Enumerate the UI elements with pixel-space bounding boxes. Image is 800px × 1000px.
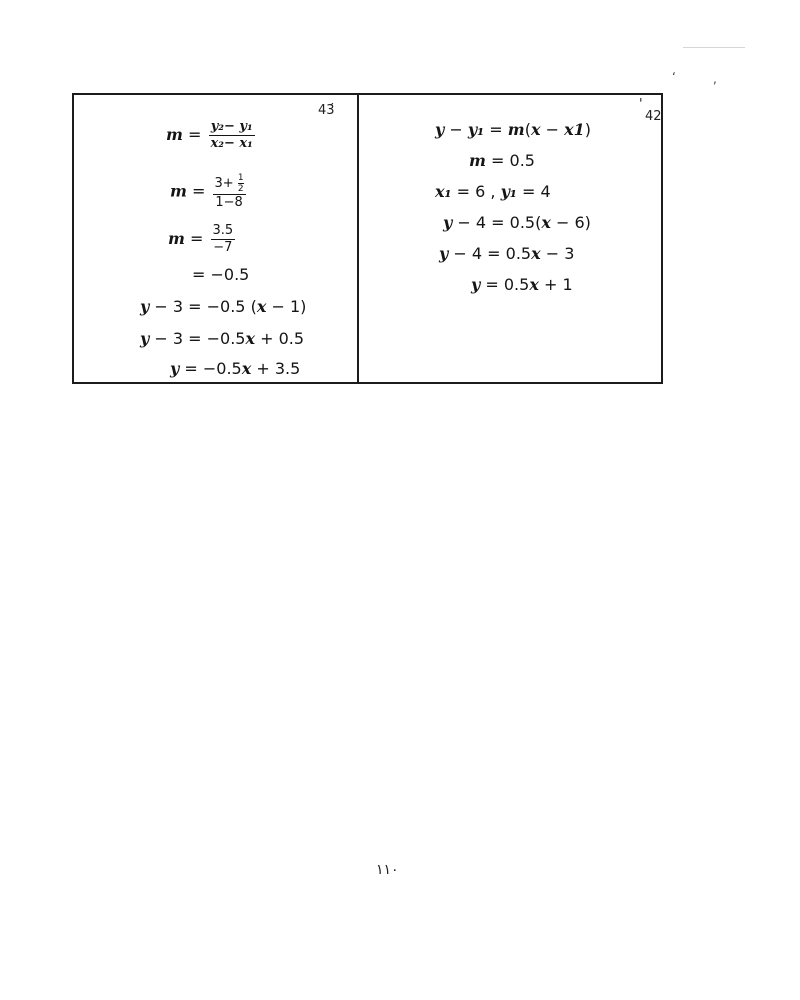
variable: y (140, 329, 150, 348)
expression-text: − 4 = 0.5 (448, 244, 532, 263)
fraction (211, 223, 236, 256)
variable: y (439, 244, 449, 263)
equation-slope-substitution (170, 173, 246, 211)
expression-text: = (484, 120, 508, 139)
variable: x (529, 275, 539, 294)
variable: x (256, 297, 267, 316)
equation-slope-formula (166, 119, 255, 152)
variable: y₁ (500, 182, 517, 201)
expression-text: + 3.5 (251, 359, 301, 378)
equation-expanded (439, 244, 574, 264)
expression-text: ( (524, 120, 531, 139)
fraction-numerator: y₂− y₁ (209, 119, 255, 136)
equals-sign: = (192, 181, 206, 201)
fraction-numerator (213, 173, 246, 195)
expression-text: − (444, 120, 468, 139)
scan-edge-line (683, 47, 745, 48)
variable: y (443, 213, 453, 232)
equation-slope-value: = −0.5 (192, 265, 250, 284)
fraction-denominator: 1−8 (215, 195, 243, 210)
equation-slope (469, 151, 535, 171)
question-number-mark: ' (639, 97, 643, 112)
equation-slope-fraction (168, 223, 235, 256)
expression-text: = 4 (516, 182, 551, 201)
expression-text: + 0.5 (255, 329, 305, 348)
expression-text: − 3 = −0.5 (149, 329, 246, 348)
equals-sign: = (190, 229, 204, 248)
equation-expanded (140, 329, 304, 349)
variable: x₁ (435, 182, 452, 201)
variable: y (170, 359, 180, 378)
variable: y (435, 120, 445, 139)
expression-text: = 0.5 (485, 151, 535, 170)
answer-cell-42 (359, 95, 661, 382)
variable: x (541, 213, 551, 232)
half-numerator: 1 (237, 173, 244, 183)
scan-mark: , (713, 72, 717, 86)
page-number: ١١٠ (376, 862, 399, 878)
equation-substituted (443, 213, 591, 233)
fraction-numerator: 3.5 (212, 223, 234, 238)
numerator-text: 3+ (214, 176, 234, 191)
equation-point-slope-general (435, 120, 591, 140)
variable: x (245, 329, 256, 348)
variable: m (166, 125, 183, 144)
variable: y (471, 275, 481, 294)
expression-text: = −0.5 (179, 359, 242, 378)
variable: m (168, 229, 185, 248)
expression-text: − 4 = 0.5( (452, 213, 542, 232)
expression-text: + 1 (538, 275, 573, 294)
variable: m (469, 151, 486, 170)
fraction (209, 119, 255, 152)
variable: y (140, 297, 150, 316)
equation-point-slope (140, 297, 306, 317)
answer-table (72, 93, 663, 384)
fraction (213, 173, 246, 211)
equation-final (471, 275, 573, 295)
equation-final (170, 359, 300, 379)
scan-mark: ‘ (672, 70, 676, 84)
equation-given-point (435, 182, 551, 202)
expression-text: − 6) (550, 213, 591, 232)
answer-cell-43 (74, 95, 359, 382)
variable: m (170, 181, 187, 201)
half-fraction (238, 173, 244, 194)
expression-text: = 6 , (451, 182, 501, 201)
question-number: 42 (645, 109, 662, 124)
variable: x (530, 120, 541, 139)
fraction-denominator: x₂− x₁ (210, 136, 253, 151)
question-number: 43́ (318, 103, 335, 118)
half-denominator: 2 (237, 184, 244, 194)
expression-text: = 0.5 (480, 275, 530, 294)
variable: x1 (564, 120, 585, 139)
variable: x (531, 244, 541, 263)
expression-text: − 1) (266, 297, 307, 316)
variable: m (507, 120, 525, 139)
variable: x (241, 359, 252, 378)
expression-text: − (540, 120, 565, 139)
expression-text: − 3 = −0.5 ( (149, 297, 257, 316)
fraction-denominator: −7 (213, 240, 233, 255)
variable: y₁ (467, 120, 485, 139)
expression-text: − 3 (540, 244, 575, 263)
expression-text: ) (584, 120, 591, 139)
equals-sign: = (188, 125, 202, 144)
